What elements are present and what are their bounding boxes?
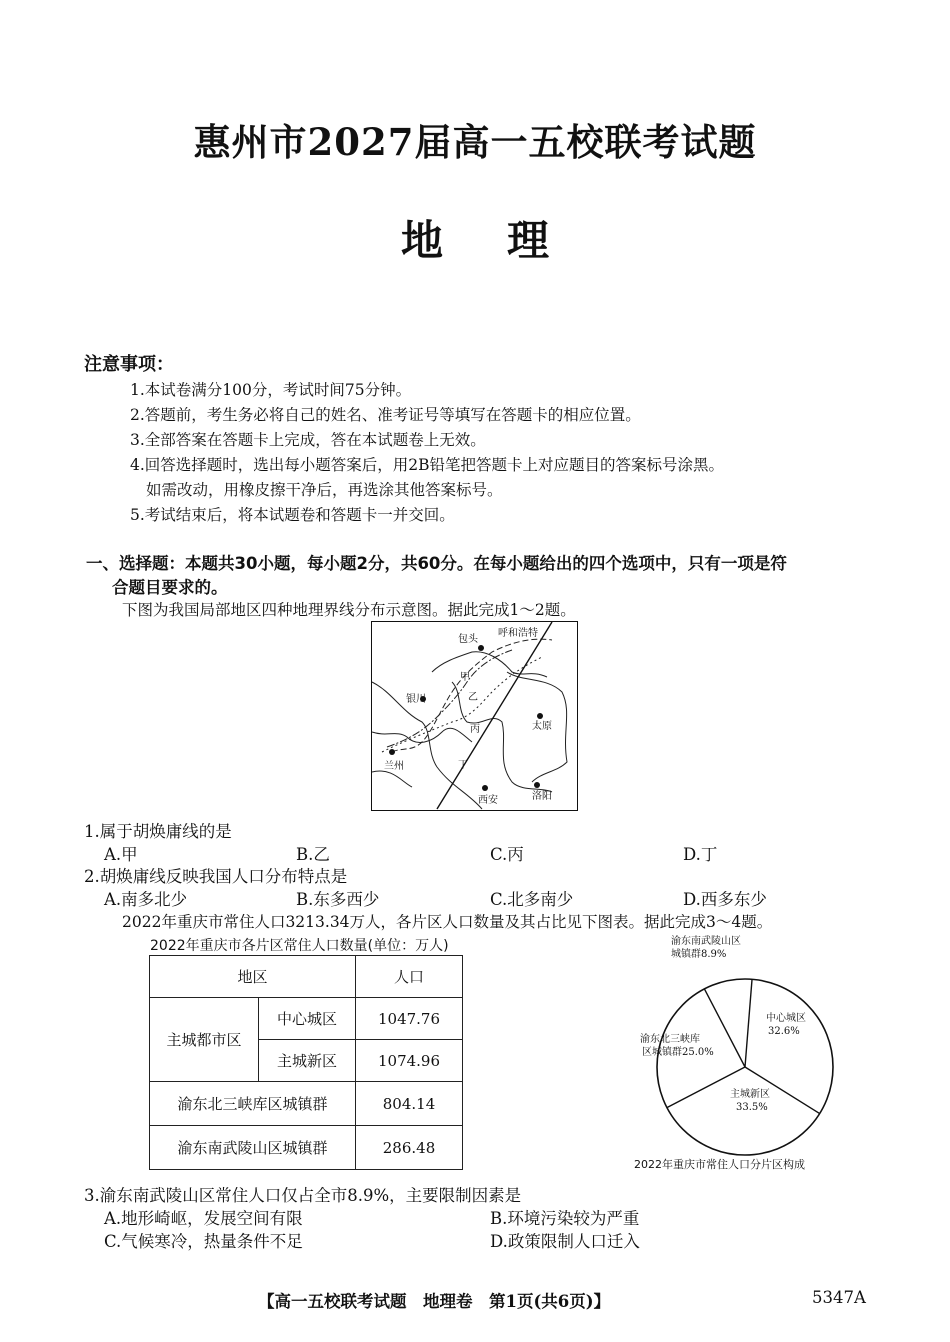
pie-label: 渝东北三峡库	[640, 1034, 700, 1045]
table-cell: 中心城区	[259, 998, 356, 1040]
map-label: 洛阳	[532, 791, 552, 802]
notice-item: 3.全部答案在答题卡上完成，答在本试题卷上无效。	[130, 431, 486, 449]
notice-item: 如需改动，用橡皮擦干净后，再选涂其他答案标号。	[146, 481, 503, 499]
notice-item: 2.答题前，考生务必将自己的姓名、准考证号等填写在答题卡的相应位置。	[130, 406, 641, 424]
question-1-option-a[interactable]: A.甲	[104, 845, 138, 864]
question-3-option-c[interactable]: C.气候寒冷，热量条件不足	[104, 1232, 303, 1251]
boundary-line	[437, 622, 552, 809]
question-3-option-d[interactable]: D.政策限制人口迁入	[490, 1232, 640, 1251]
map-label: 太原	[532, 721, 552, 732]
subject-title: 地理	[400, 216, 613, 265]
pie-label: 中心城区	[766, 1013, 806, 1024]
map-label: 银川	[406, 694, 426, 705]
table-header: 人口	[356, 956, 463, 998]
map-label: 呼和浩特	[498, 628, 538, 639]
table-header: 地区	[150, 956, 356, 998]
section-heading-cont: 合题目要求的。	[112, 578, 228, 597]
notice-item: 5.考试结束后，将本试题卷和答题卡一并交回。	[130, 506, 455, 524]
pie-label: 城镇群8.9%	[671, 949, 727, 960]
exam-title: 惠州市2027届高一五校联考试题	[193, 120, 757, 164]
table-cell: 286.48	[356, 1126, 463, 1170]
pie-label: 渝东南武陵山区	[671, 936, 741, 947]
province-border	[372, 682, 482, 809]
table-cell: 渝东南武陵山区城镇群	[150, 1126, 356, 1170]
map-intro: 下图为我国局部地区四种地理界线分布示意图。据此完成1～2题。	[122, 601, 576, 619]
city-marker	[478, 645, 484, 651]
question-3-option-a[interactable]: A.地形崎岖，发展空间有限	[104, 1209, 303, 1228]
map-label: 乙	[468, 692, 478, 703]
question-3-stem: 3.渝东南武陵山区常住人口仅占全市8.9%，主要限制因素是	[84, 1186, 522, 1205]
table-cell: 主城新区	[259, 1040, 356, 1082]
province-border	[372, 771, 412, 787]
map-label: 兰州	[384, 761, 404, 772]
question-2-option-b[interactable]: B.东多西少	[296, 890, 380, 909]
pie-label: 33.5%	[736, 1102, 768, 1113]
question-2-stem: 2.胡焕庸线反映我国人口分布特点是	[84, 867, 348, 886]
population-pie-chart	[634, 930, 848, 1180]
notice-item: 1.本试卷满分100分，考试时间75分钟。	[130, 381, 412, 399]
city-marker	[389, 749, 395, 755]
question-1-option-c[interactable]: C.丙	[490, 845, 524, 864]
map-label: 丙	[470, 724, 480, 735]
question-2-option-c[interactable]: C.北多南少	[490, 890, 574, 909]
page-footer: 【高一五校联考试题 地理卷 第1页(共6页)】	[258, 1292, 611, 1311]
boundary-map-svg	[372, 622, 576, 809]
population-intro: 2022年重庆市常住人口3213.34万人，各片区人口数量及其占比见下图表。据此完成3～4题。	[122, 913, 773, 931]
table-cell: 1047.76	[356, 998, 463, 1040]
city-marker	[534, 782, 540, 788]
pie-svg	[634, 930, 848, 1180]
boundary-map	[371, 621, 578, 811]
city-marker	[537, 713, 543, 719]
pie-title: 2022年重庆市常住人口分片区构成	[634, 1158, 805, 1171]
pie-label: 主城新区	[730, 1089, 770, 1100]
table-cell: 1074.96	[356, 1040, 463, 1082]
map-label: 丁	[458, 760, 468, 771]
table-cell: 804.14	[356, 1082, 463, 1126]
question-1-option-d[interactable]: D.丁	[683, 845, 718, 864]
pie-label: 32.6%	[768, 1026, 800, 1037]
notice-heading: 注意事项：	[84, 354, 174, 375]
question-2-option-d[interactable]: D.西多东少	[683, 890, 767, 909]
question-2-option-a[interactable]: A.南多北少	[104, 890, 188, 909]
question-3-option-b[interactable]: B.环境污染较为严重	[490, 1209, 640, 1228]
map-label: 西安	[478, 795, 498, 806]
paper-code: 5347A	[812, 1288, 866, 1307]
pie-label: 区城镇群25.0%	[642, 1047, 714, 1058]
map-label: 甲	[460, 672, 470, 683]
province-border	[432, 652, 547, 677]
map-label: 包头	[458, 634, 478, 645]
city-marker	[482, 785, 488, 791]
province-border	[452, 682, 552, 792]
section-heading: 一、选择题：本题共30小题，每小题2分，共60分。在每小题给出的四个选项中，只有一项是符	[86, 554, 787, 573]
table-group-cell: 主城都市区	[150, 998, 259, 1082]
population-table	[149, 955, 463, 1170]
table-cell: 渝东北三峡库区城镇群	[150, 1082, 356, 1126]
table-title: 2022年重庆市各片区常住人口数量(单位：万人)	[150, 938, 449, 954]
question-1-option-b[interactable]: B.乙	[296, 845, 330, 864]
question-1-stem: 1.属于胡焕庸线的是	[84, 822, 232, 841]
notice-item: 4.回答选择题时，选出每小题答案后，用2B铅笔把答题卡上对应题目的答案标号涂黑。	[130, 456, 725, 474]
